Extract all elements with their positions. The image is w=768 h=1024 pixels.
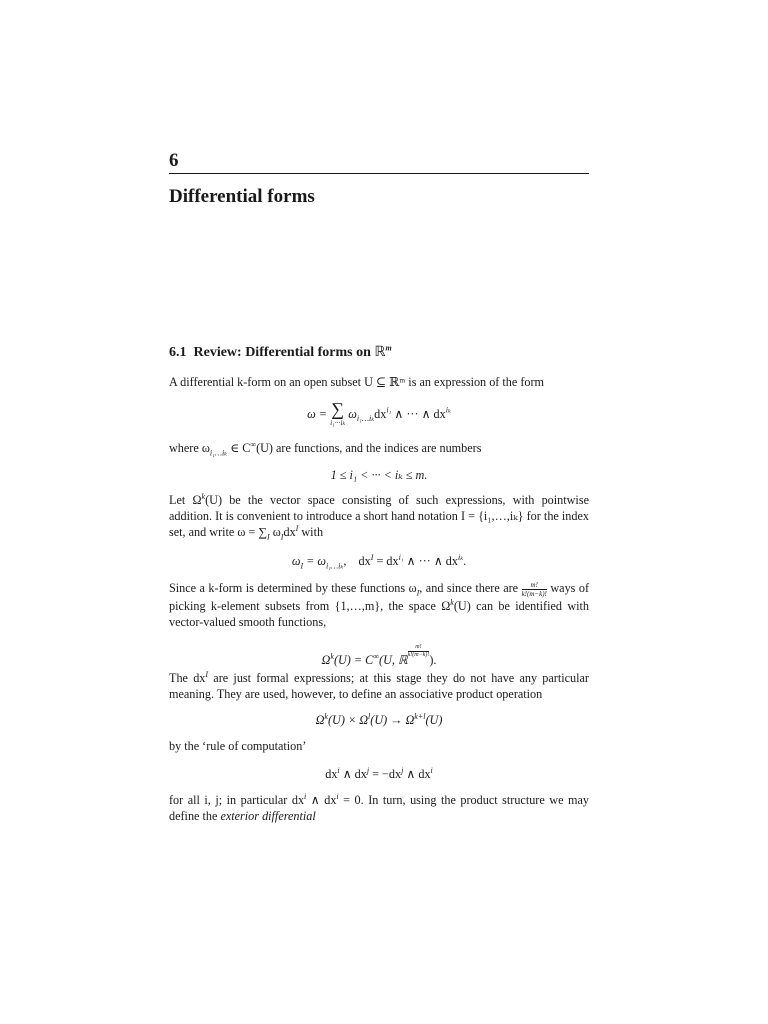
eq4-b: k	[330, 651, 334, 661]
eq1-dx-sup-k: iₖ	[445, 405, 451, 415]
paragraph-6	[169, 738, 589, 754]
chapter-number: 6	[169, 150, 179, 171]
p5-a: The dx	[169, 671, 206, 685]
equation-5	[169, 712, 589, 728]
equation-4	[169, 644, 589, 668]
eq5-f: k+l	[414, 711, 426, 721]
p5-b: I	[205, 669, 209, 679]
p3-f: I	[280, 532, 284, 542]
eq3-c: = ω	[303, 554, 327, 568]
p4-fraction	[522, 581, 547, 598]
eq5-g: (U)	[425, 713, 443, 727]
eq6-f: j	[401, 765, 404, 775]
eq4-frac-den: k!(m−k)!	[407, 652, 430, 658]
p4-c: , and since there are	[419, 581, 519, 595]
eq4-f: ).	[429, 653, 437, 667]
p2-inf: ∞	[250, 439, 257, 449]
eq5-a: Ω	[315, 713, 325, 727]
eq3-d: i₁…iₖ	[326, 561, 344, 571]
eq1-lhs: ω =	[307, 406, 331, 421]
eq6-e: = −dx	[369, 767, 402, 781]
p7-c: ∧ dx	[306, 793, 337, 807]
equation-2	[169, 467, 589, 483]
eq1-wedge: ∧ ··· ∧ dx	[391, 406, 446, 421]
eq5-d: l	[368, 711, 371, 721]
paragraph-7	[169, 792, 589, 824]
eq6-a: dx	[325, 767, 338, 781]
eq3-f: I	[370, 552, 374, 562]
p2-sub: i₁…iₖ	[209, 448, 228, 458]
chapter-rule	[169, 173, 589, 174]
section-number: 6.1	[169, 345, 187, 360]
eq4-d: ∞	[373, 651, 380, 661]
p3-e: ω	[269, 525, 281, 539]
exterior-differential-term: exterior differential	[220, 809, 316, 823]
eq1-omega-sub: i₁…iₖ	[356, 414, 375, 424]
p7-d: i	[336, 791, 339, 801]
p3-b: k	[201, 491, 206, 501]
section-title-text: Review: Differential forms on	[193, 345, 371, 360]
paragraph-6-text: by the ‘rule of computation’	[169, 739, 307, 753]
eq6-c: ∧ dx	[339, 767, 367, 781]
eq5-e: (U) → Ω	[370, 713, 415, 727]
eq5-c: (U) × Ω	[327, 713, 369, 727]
p4-b: I	[416, 588, 420, 598]
paragraph-2	[169, 440, 589, 456]
eq3-k: .	[463, 554, 467, 568]
p7-b: i	[304, 791, 307, 801]
paragraph-2-text	[169, 440, 589, 456]
eq2-text: 1 ≤ i₁ < ··· < iₖ ≤ m.	[330, 468, 428, 482]
p3-a: Let Ω	[169, 493, 202, 507]
p3-h: I	[295, 523, 299, 533]
eq3-i: ∧ ··· ∧ dx	[403, 554, 458, 568]
p4-e: k	[450, 597, 454, 607]
sum-limit: i₁···iₖ	[330, 418, 346, 427]
paragraph-4-text	[169, 580, 589, 630]
eq1-omega: ω	[348, 406, 357, 421]
paragraph-5-text	[169, 670, 589, 702]
eq5-b: k	[324, 711, 328, 721]
eq1-dx: dx	[374, 406, 387, 421]
equation-6	[169, 766, 589, 782]
eq4-c: (U) = C	[333, 653, 374, 667]
eq4-frac-num: m!	[408, 644, 430, 652]
eq4-fraction	[408, 644, 430, 659]
sum-symbol: ∑	[331, 399, 345, 419]
eq6-h: i	[430, 765, 433, 775]
p7-e: = 0. In turn, using the product structure we may define the	[169, 793, 589, 823]
p4-frac-num: m!	[522, 581, 547, 590]
eq3-h: i₁	[398, 552, 404, 562]
eq4-e: (U, ℝ	[379, 653, 408, 667]
p5-c: are just formal expressions; at this stage they do not have any particular meaning. They are used, however, to define an associative product operation	[169, 671, 589, 701]
summation-operator	[330, 401, 345, 429]
eq6-b: i	[337, 765, 340, 775]
eq4-a: Ω	[321, 653, 331, 667]
eq3-g: = dx	[373, 554, 399, 568]
paragraph-4	[169, 580, 589, 630]
paragraph-3-text	[169, 492, 589, 540]
p4-d: ways of picking k-element subsets from {1,…,m}, the space Ω	[169, 581, 590, 613]
p3-c: (U) be the vector space consisting of such expressions, with pointwise addition. It is convenient to introduce a short hand notation I = {i₁,…,iₖ} for the index set, and write ω = ∑	[169, 493, 589, 539]
eq6-d: j	[366, 765, 370, 775]
paragraph-7-text	[169, 792, 589, 824]
eq3-j: iₖ	[457, 552, 464, 562]
paragraph-5	[169, 670, 589, 702]
eq1-dx-sup: i₁	[386, 405, 392, 415]
p4-f: (U) can be identified with vector-valued smooth functions,	[169, 598, 589, 629]
p4-a: Since a k-form is determined by these functions ω	[169, 581, 417, 595]
paragraph-1-text: A differential k-form on an open subset U ⊆ ℝᵐ is an expression of the form	[169, 375, 545, 389]
eq3-b: I	[300, 561, 304, 571]
p2-c: ∈ C	[227, 441, 251, 455]
eq6-g: ∧ dx	[403, 767, 431, 781]
chapter-title: Differential forms	[169, 186, 315, 207]
equation-3	[169, 553, 589, 569]
p7-a: for all i, j; in particular dx	[169, 793, 305, 807]
section-title	[169, 344, 392, 361]
p4-frac-den: k!(m−k)!	[521, 589, 547, 598]
eq3-e: , dx	[343, 554, 371, 568]
p2-e: (U) are functions, and the indices are numbers	[256, 441, 482, 455]
p3-i: with	[298, 525, 324, 539]
equation-1	[169, 401, 589, 429]
p2-a: where ω	[169, 441, 210, 455]
reals-exponent: m	[385, 343, 392, 353]
eq3-a: ω	[291, 554, 301, 568]
p3-d: I	[267, 532, 270, 542]
reals-symbol: ℝ	[374, 344, 386, 360]
p3-g: dx	[283, 525, 296, 539]
paragraph-1	[169, 374, 589, 390]
paragraph-3	[169, 492, 589, 540]
